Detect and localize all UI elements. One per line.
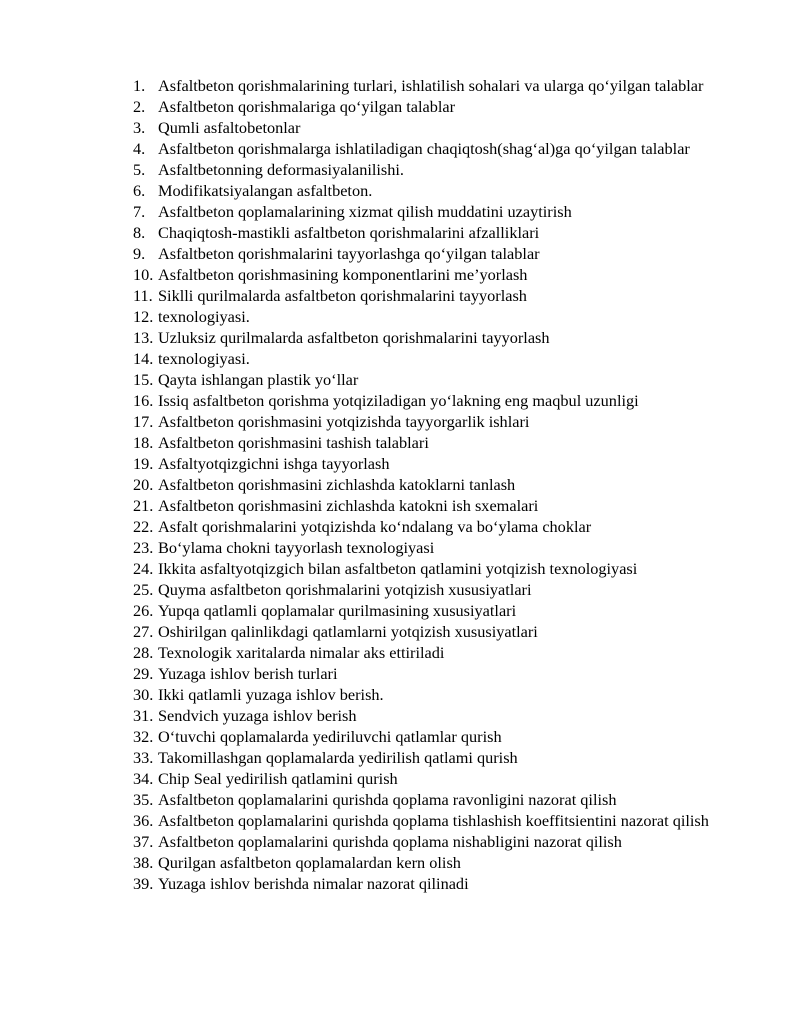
list-item-text: Asfaltbeton qorishmalarga ishlatiladigan chaqiqtosh(shag‘al)ga qo‘yilgan talablar	[158, 139, 690, 158]
list-item-number: 10.	[133, 265, 154, 284]
list-item-number: 23.	[133, 538, 154, 557]
list-item-number: 1.	[133, 76, 146, 95]
list-item	[133, 495, 743, 516]
list-item-text: Modifikatsiyalangan asfaltbeton.	[158, 181, 373, 200]
list-item-number: 13.	[133, 328, 154, 347]
list-item	[133, 180, 743, 201]
list-item-number: 37.	[133, 832, 154, 851]
list-item-number: 27.	[133, 622, 154, 641]
list-item	[133, 621, 743, 642]
list-item	[133, 138, 743, 159]
list-item-number: 20.	[133, 475, 154, 494]
list-item	[133, 474, 743, 495]
list-item	[133, 747, 743, 768]
list-item	[133, 705, 743, 726]
list-item-number: 28.	[133, 643, 154, 662]
list-item	[133, 96, 743, 117]
list-item	[133, 558, 743, 579]
list-item	[133, 516, 743, 537]
list-item-number: 30.	[133, 685, 154, 704]
list-item-number: 31.	[133, 706, 154, 725]
list-item-number: 9.	[133, 244, 146, 263]
list-item	[133, 873, 743, 894]
list-item-text: Ikki qatlamli yuzaga ishlov berish.	[158, 685, 384, 704]
list-item-text: Qayta ishlangan plastik yo‘llar	[158, 370, 359, 389]
list-item	[133, 726, 743, 747]
list-item-number: 38.	[133, 853, 154, 872]
list-item-number: 17.	[133, 412, 154, 431]
list-item	[133, 453, 743, 474]
list-item-text: Asfaltbeton qorishmasini tashish talablari	[158, 433, 429, 452]
list-item-text: Chip Seal yedirilish qatlamini qurish	[158, 769, 398, 788]
list-item-text: texnologiyasi.	[158, 307, 250, 326]
list-item-number: 12.	[133, 307, 154, 326]
numbered-list	[133, 75, 743, 894]
list-item-text: Qumli asfaltobetonlar	[158, 118, 301, 137]
list-item	[133, 201, 743, 222]
list-item-text: Takomillashgan qoplamalarda yedirilish qatlami qurish	[158, 748, 518, 767]
list-item-text: Asfaltbeton qorishmasining komponentlarini me’yorlash	[158, 265, 528, 284]
list-item-text: Yuzaga ishlov berishda nimalar nazorat qilinadi	[158, 874, 469, 893]
list-item-text: Texnologik xaritalarda nimalar aks ettiriladi	[158, 643, 445, 662]
list-item-text: Asfaltbeton qoplamalarining xizmat qilish muddatini uzaytirish	[158, 202, 572, 221]
list-item	[133, 684, 743, 705]
list-item-text: Qurilgan asfaltbeton qoplamalardan kern olish	[158, 853, 461, 872]
list-item-text: Asfaltbetonning deformasiyalanilishi.	[158, 160, 404, 179]
list-item-number: 35.	[133, 790, 154, 809]
list-item	[133, 222, 743, 243]
list-item-number: 2.	[133, 97, 146, 116]
list-item-number: 39.	[133, 874, 154, 893]
list-item-number: 22.	[133, 517, 154, 536]
list-item	[133, 432, 743, 453]
list-item-text: Asfaltbeton qoplamalarini qurishda qoplama ravonligini nazorat qilish	[158, 790, 617, 809]
list-item-text: Asfalt qorishmalarini yotqizishda ko‘ndalang va bo‘ylama choklar	[158, 517, 592, 536]
list-item-number: 25.	[133, 580, 154, 599]
list-item-number: 7.	[133, 202, 146, 221]
list-item-text: Asfaltbeton qoplamalarini qurishda qoplama nishabligini nazorat qilish	[158, 832, 622, 851]
list-item	[133, 159, 743, 180]
list-item-number: 19.	[133, 454, 154, 473]
list-item-text: Asfaltbeton qorishmasini yotqizishda tayyorgarlik ishlari	[158, 412, 530, 431]
list-item-text: Siklli qurilmalarda asfaltbeton qorishmalarini tayyorlash	[158, 286, 527, 305]
list-item	[133, 75, 743, 96]
list-item-number: 32.	[133, 727, 154, 746]
list-item-number: 33.	[133, 748, 154, 767]
list-item-number: 6.	[133, 181, 146, 200]
list-item-number: 34.	[133, 769, 154, 788]
list-item	[133, 810, 743, 831]
list-item-number: 18.	[133, 433, 154, 452]
list-item-text: Asfaltbeton qorishmalariga qo‘yilgan talablar	[158, 97, 456, 116]
list-item-number: 15.	[133, 370, 154, 389]
list-item	[133, 243, 743, 264]
list-item	[133, 831, 743, 852]
list-item	[133, 852, 743, 873]
list-item-text: Asfaltbeton qorishmalarini tayyorlashga qo‘yilgan talablar	[158, 244, 540, 263]
list-item	[133, 390, 743, 411]
list-item-number: 36.	[133, 811, 154, 830]
list-item-number: 8.	[133, 223, 146, 242]
list-item-text: Yupqa qatlamli qoplamalar qurilmasining xususiyatlari	[158, 601, 517, 620]
list-item	[133, 285, 743, 306]
list-item-number: 3.	[133, 118, 146, 137]
list-item-number: 21.	[133, 496, 154, 515]
list-item-text: Issiq asfaltbeton qorishma yotqiziladigan yo‘lakning eng maqbul uzunligi	[158, 391, 639, 410]
list-item-text: Ikkita asfaltyotqizgich bilan asfaltbeton qatlamini yotqizish texnologiyasi	[158, 559, 638, 578]
list-item	[133, 642, 743, 663]
list-item-text: Uzluksiz qurilmalarda asfaltbeton qorishmalarini tayyorlash	[158, 328, 550, 347]
list-item	[133, 663, 743, 684]
list-item-text: Quyma asfaltbeton qorishmalarini yotqizish xususiyatlari	[158, 580, 532, 599]
list-item	[133, 117, 743, 138]
list-item-text: Asfaltyotqizgichni ishga tayyorlash	[158, 454, 390, 473]
list-item	[133, 264, 743, 285]
list-item-text: O‘tuvchi qoplamalarda yediriluvchi qatlamlar qurish	[158, 727, 502, 746]
list-item-number: 24.	[133, 559, 154, 578]
list-item-text: Chaqiqtosh-mastikli asfaltbeton qorishmalarini afzalliklari	[158, 223, 540, 242]
list-item	[133, 768, 743, 789]
list-item-text: texnologiyasi.	[158, 349, 250, 368]
list-item-text: Sendvich yuzaga ishlov berish	[158, 706, 357, 725]
list-item-number: 26.	[133, 601, 154, 620]
list-item-number: 4.	[133, 139, 146, 158]
list-item	[133, 537, 743, 558]
list-item	[133, 600, 743, 621]
list-item-number: 14.	[133, 349, 154, 368]
list-item-number: 29.	[133, 664, 154, 683]
list-item-text: Asfaltbeton qorishmasini zichlashda katoklarni tanlash	[158, 475, 516, 494]
list-item	[133, 369, 743, 390]
list-item	[133, 579, 743, 600]
list-item-number: 11.	[133, 286, 153, 305]
list-item-text: Asfaltbeton qoplamalarini qurishda qoplama tishlashish koeffitsientini nazorat qilish	[158, 811, 709, 830]
list-item-text: Asfaltbeton qorishmalarining turlari, ishlatilish sohalari va ularga qo‘yilgan talablar	[158, 76, 704, 95]
list-item-text: Oshirilgan qalinlikdagi qatlamlarni yotqizish xususiyatlari	[158, 622, 538, 641]
list-item-number: 5.	[133, 160, 146, 179]
list-item-text: Yuzaga ishlov berish turlari	[158, 664, 338, 683]
list-item	[133, 411, 743, 432]
list-item	[133, 306, 743, 327]
list-item-text: Bo‘ylama chokni tayyorlash texnologiyasi	[158, 538, 435, 557]
list-item	[133, 348, 743, 369]
list-item	[133, 789, 743, 810]
list-item-number: 16.	[133, 391, 154, 410]
list-item	[133, 327, 743, 348]
list-item-text: Asfaltbeton qorishmasini zichlashda katokni ish sxemalari	[158, 496, 539, 515]
